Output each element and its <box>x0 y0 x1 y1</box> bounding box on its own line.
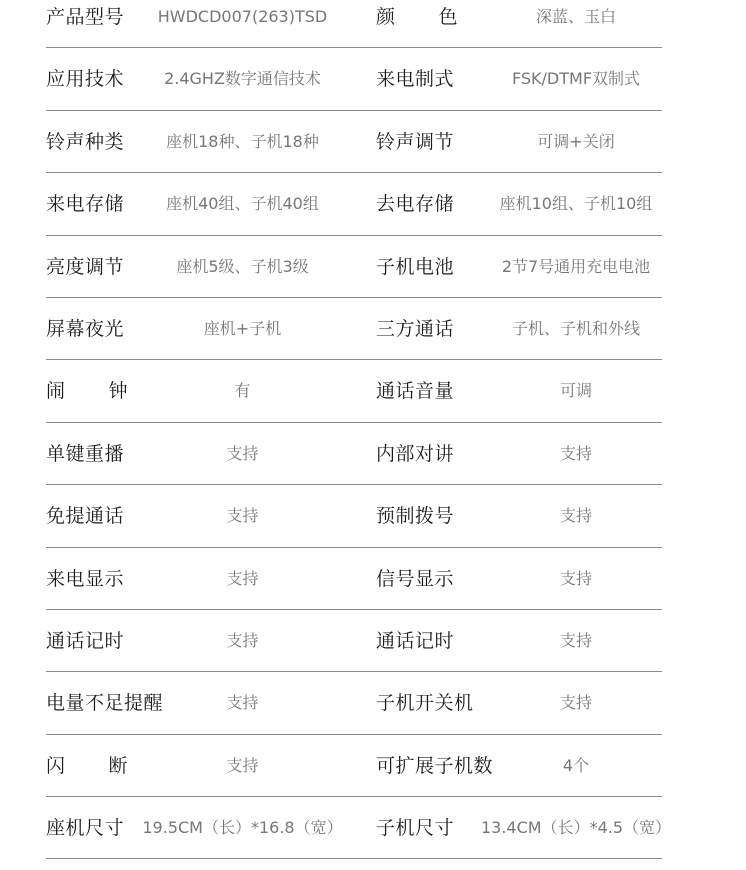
spec-label: 屏幕夜光 <box>46 317 125 340</box>
spec-value: 支持 <box>226 568 259 588</box>
spec-value: 座机10组、子机10组 <box>499 194 653 214</box>
spec-row <box>0 485 746 547</box>
spec-label: 来电显示 <box>46 567 125 590</box>
spec-value: 13.4CM（长）*4.5（宽） <box>480 818 672 838</box>
spec-row <box>0 48 746 110</box>
spec-label: 通话记时 <box>46 629 125 652</box>
spec-value: 座机18种、子机18种 <box>166 131 319 151</box>
spec-label: 闹 钟 <box>46 380 128 403</box>
spec-value: 支持 <box>559 443 592 463</box>
spec-label: 来电存储 <box>46 193 125 216</box>
spec-label: 电量不足提醒 <box>46 692 164 715</box>
spec-value: 支持 <box>226 506 259 526</box>
spec-label: 预制拨号 <box>376 505 455 528</box>
spec-label: 子机尺寸 <box>376 817 455 840</box>
spec-value: 支持 <box>559 693 592 713</box>
spec-label: 应用技术 <box>46 68 125 91</box>
spec-label: 可扩展子机数 <box>376 754 494 777</box>
spec-row <box>0 298 746 360</box>
spec-value: 有 <box>234 381 251 401</box>
spec-label: 三方通话 <box>376 317 455 340</box>
spec-label: 闪 断 <box>46 754 128 777</box>
spec-label: 座机尺寸 <box>46 817 125 840</box>
spec-row <box>0 423 746 485</box>
spec-value: 4个 <box>562 755 590 775</box>
spec-row <box>0 610 746 672</box>
spec-row <box>0 0 746 48</box>
spec-value: 支持 <box>226 693 259 713</box>
spec-label: 铃声调节 <box>376 130 455 153</box>
spec-value: 座机40组、子机40组 <box>166 194 319 214</box>
spec-value: 2节7号通用充电电池 <box>501 256 651 276</box>
spec-value: 座机+子机 <box>203 318 282 338</box>
spec-value: 子机、子机和外线 <box>511 318 640 338</box>
spec-row <box>0 360 746 422</box>
spec-label: 产品型号 <box>46 6 125 28</box>
spec-value: 支持 <box>559 506 592 526</box>
spec-label: 铃声种类 <box>46 130 125 153</box>
spec-value: 可调+关闭 <box>537 131 615 151</box>
spec-value: 可调 <box>559 381 592 401</box>
spec-row <box>0 111 746 173</box>
spec-label: 亮度调节 <box>46 255 125 278</box>
spec-value: 19.5CM（长）*16.8（宽） <box>142 818 343 838</box>
spec-label: 来电制式 <box>376 68 455 91</box>
spec-value: FSK/DTMF双制式 <box>511 69 641 89</box>
spec-label: 信号显示 <box>376 567 455 590</box>
spec-label: 子机电池 <box>376 255 455 278</box>
spec-label: 通话记时 <box>376 629 455 652</box>
spec-label: 子机开关机 <box>376 692 474 715</box>
spec-value: 2.4GHZ数字通信技术 <box>164 69 321 89</box>
spec-label: 单键重播 <box>46 442 125 465</box>
spec-value: 支持 <box>226 443 259 463</box>
spec-row <box>0 173 746 235</box>
spec-row <box>0 236 746 298</box>
spec-label: 通话音量 <box>376 380 455 403</box>
spec-value: 座机5级、子机3级 <box>176 256 309 276</box>
spec-row <box>0 735 746 797</box>
spec-row <box>0 548 746 610</box>
spec-label: 颜 色 <box>376 6 458 28</box>
spec-row <box>0 797 746 859</box>
spec-value: 支持 <box>559 568 592 588</box>
spec-row <box>0 672 746 734</box>
spec-label: 免提通话 <box>46 505 125 528</box>
spec-value: HWDCD007(263)TSD <box>157 7 328 26</box>
spec-label: 去电存储 <box>376 193 455 216</box>
spec-value: 支持 <box>226 630 259 650</box>
spec-value: 支持 <box>226 755 259 775</box>
spec-value: 深蓝、玉白 <box>535 7 616 26</box>
spec-label: 内部对讲 <box>376 442 455 465</box>
spec-value: 支持 <box>559 630 592 650</box>
